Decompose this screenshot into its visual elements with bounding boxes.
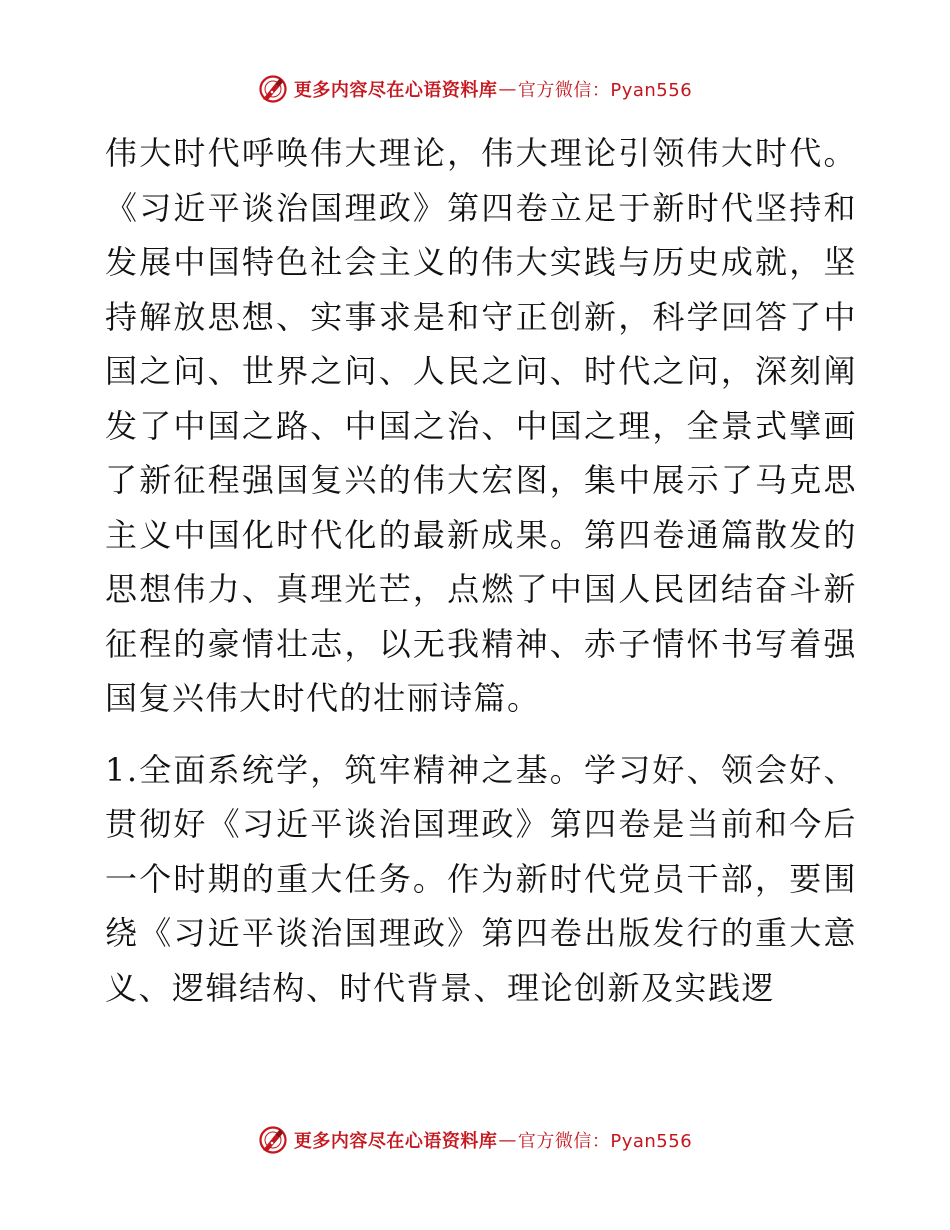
banner-title: 更多内容尽在心语资料库 bbox=[293, 1131, 498, 1152]
banner-title: 更多内容尽在心语资料库 bbox=[293, 80, 498, 101]
pen-nib-circle-icon bbox=[258, 1125, 288, 1155]
footer-banner bbox=[0, 1123, 950, 1157]
banner-dash: — bbox=[498, 1129, 517, 1151]
paragraph-section-1: 1.全面系统学，筑牢精神之基。学习好、领会好、贯彻好《习近平谈治国理政》第四卷是当前和今后一个时期的重大任务。作为新时代党员干部，要围绕《习近平谈治国理政》第四卷出版发行的重大意义、逻辑结构、时代背景、理论创新及实践逻 bbox=[105, 750, 857, 1007]
banner-dash: — bbox=[498, 78, 517, 100]
banner-contact: 官方微信：Pyan556 bbox=[517, 1131, 693, 1152]
header-banner bbox=[0, 72, 950, 106]
paragraph-intro: 伟大时代呼唤伟大理论，伟大理论引领伟大时代。《习近平谈治国理政》第四卷立足于新时代坚持和发展中国特色社会主义的伟大实践与历史成就，坚持解放思想、实事求是和守正创新，科学回答了中国之问、世界之问、人民之问、时代之问，深刻阐发了中国之路、中国之治、中国之理，全景式擘画了新征程强国复兴的伟大宏图，集中展示了马克思主义中国化时代化的最新成果。第四卷通篇散发的思想伟力、真理光芒，点燃了中国人民团结奋斗新征程的豪情壮志，以无我精神、赤子情怀书写着强国复兴伟大时代的壮丽诗篇。 bbox=[105, 134, 857, 717]
banner-contact: 官方微信：Pyan556 bbox=[517, 80, 693, 101]
document-body bbox=[97, 126, 857, 1015]
pen-nib-circle-icon bbox=[258, 74, 288, 104]
